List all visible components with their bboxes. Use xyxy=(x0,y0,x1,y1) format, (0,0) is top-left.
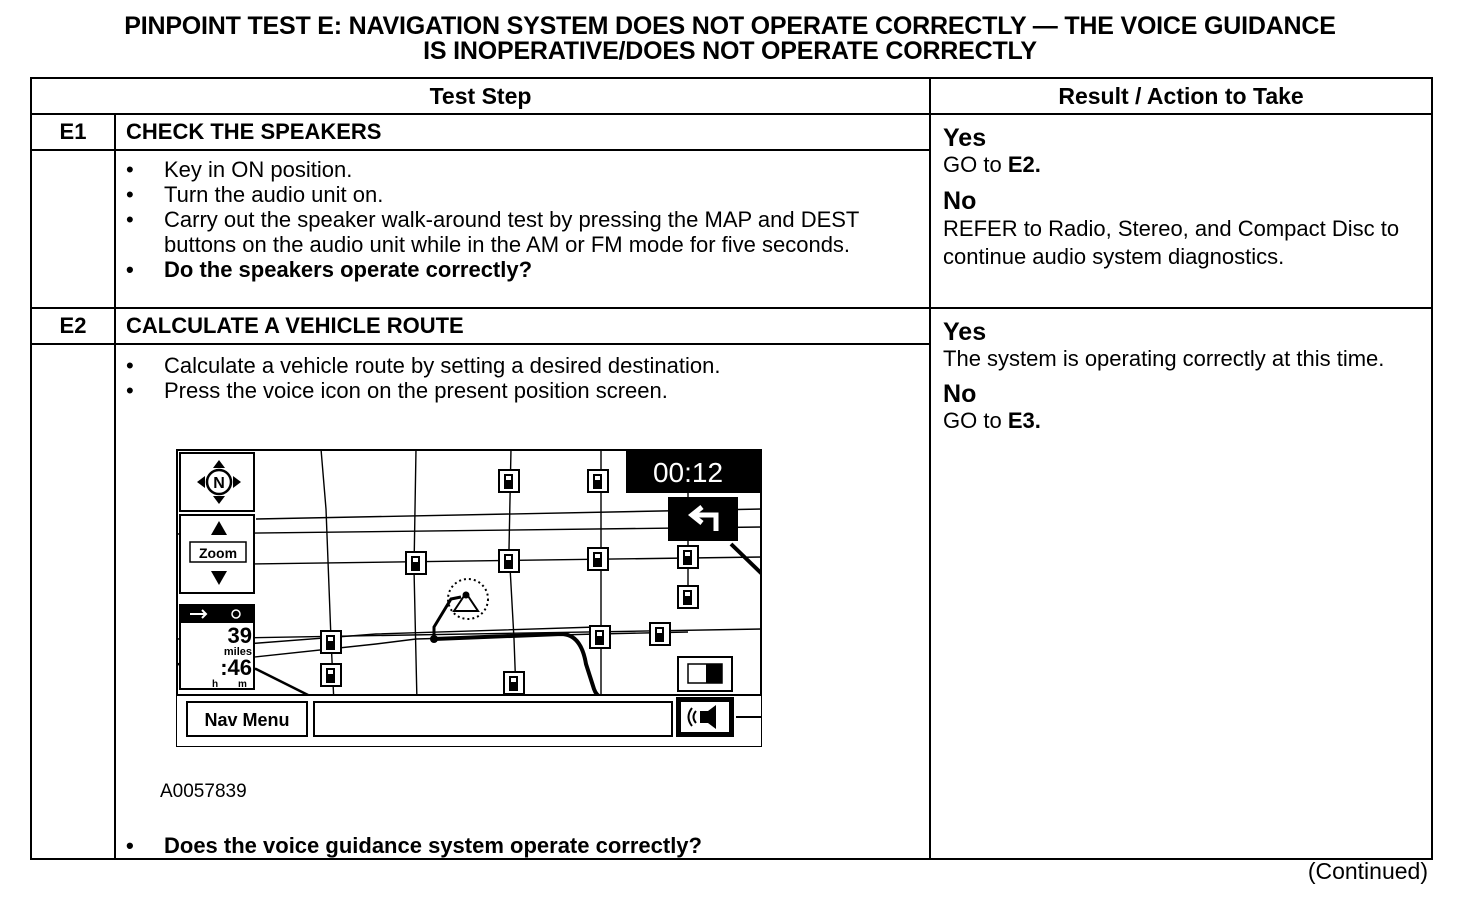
no-label: No xyxy=(943,187,977,215)
title-line-1: PINPOINT TEST E: NAVIGATION SYSTEM DOES NOT OPERATE CORRECTLY — THE VOICE GUIDANCE xyxy=(124,12,1336,40)
no-action: GO to E3. xyxy=(943,408,1041,433)
no-action: REFER to Radio, Stereo, and Compact Disc to continue audio system diagnostics. xyxy=(943,216,1400,269)
step-id-e2: E2 xyxy=(31,308,115,344)
step-title-e2: CALCULATE A VEHICLE ROUTE xyxy=(115,308,930,344)
header-result: Result / Action to Take xyxy=(930,78,1432,114)
list-item: • Key in ON position. xyxy=(116,157,929,182)
yes-label: Yes xyxy=(943,318,987,346)
yes-action: The system is operating correctly at this time. xyxy=(943,346,1385,371)
time-value: :46 xyxy=(220,655,252,680)
bullet-list-e1 xyxy=(116,157,929,282)
result-e2 xyxy=(930,308,1432,859)
time-unit-m: m xyxy=(238,679,247,690)
nav-menu-button[interactable]: Nav Menu xyxy=(204,710,290,730)
list-item: • Turn the audio unit on. xyxy=(116,182,929,207)
list-item: • Calculate a vehicle route by setting a desired destination. xyxy=(116,353,929,378)
distance-value: 39 xyxy=(227,623,252,648)
zoom-label: Zoom xyxy=(198,545,238,561)
clock: 00:12 xyxy=(652,457,724,488)
figure-caption: A0057839 xyxy=(160,781,247,802)
bullet-list-e2 xyxy=(116,353,929,403)
question: • Do the speakers operate correctly? xyxy=(116,257,929,282)
yes-label: Yes xyxy=(943,124,987,152)
result-e1 xyxy=(930,114,1432,308)
pinpoint-test-table xyxy=(30,77,1433,860)
step-title-e1: CHECK THE SPEAKERS xyxy=(115,114,930,150)
question: • Does the voice guidance system operate correctly? xyxy=(116,833,929,858)
list-item: • Carry out the speaker walk-around test by pressing the MAP and DEST buttons on the audio unit while in the AM or FM mode for five seconds. xyxy=(116,207,929,257)
no-label: No xyxy=(943,380,977,408)
page-title xyxy=(0,14,1460,64)
time-unit-h: h xyxy=(212,679,219,690)
header-test-step: Test Step xyxy=(31,78,930,114)
distance-unit: miles xyxy=(223,646,252,658)
yes-action: GO to E2. xyxy=(943,152,1041,177)
compass-label: N xyxy=(213,475,225,492)
navigation-screen-figure xyxy=(176,449,762,747)
title-line-2: IS INOPERATIVE/DOES NOT OPERATE CORRECTLY xyxy=(423,37,1037,65)
step-id-e1: E1 xyxy=(31,114,115,150)
list-item: • Press the voice icon on the present position screen. xyxy=(116,378,929,403)
bullet-list-e2-question xyxy=(116,833,929,858)
continued-note: (Continued) xyxy=(1307,858,1428,884)
